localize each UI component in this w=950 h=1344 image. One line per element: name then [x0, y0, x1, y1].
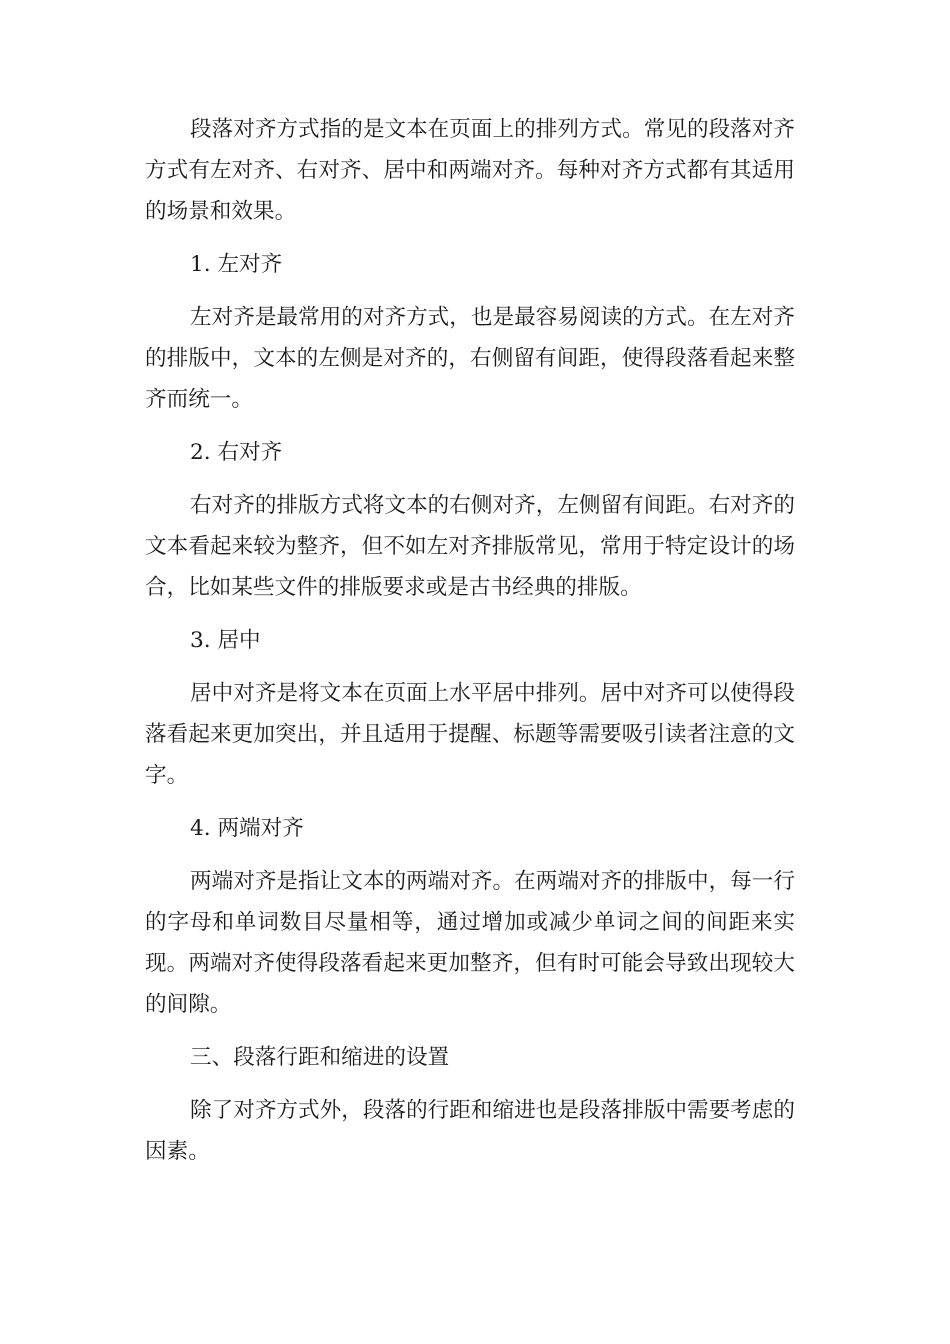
heading-center-align: 3. 居中	[190, 628, 261, 653]
paragraph-left-align: 左对齐是最常用的对齐方式，也是最容易阅读的方式。在左对齐的排版中，文本的左侧是对齐的，右侧留有间距，使得段落看起来整齐而统一。	[145, 305, 795, 412]
heading-right-align: 2. 右对齐	[190, 440, 283, 465]
heading-line-spacing-indent: 三、段落行距和缩进的设置	[190, 1045, 450, 1070]
paragraph-center-align: 居中对齐是将文本在页面上水平居中排列。居中对齐可以使得段落看起来更加突出，并且适用于提醒、标题等需要吸引读者注意的文字。	[145, 681, 795, 788]
paragraph-line-spacing-indent: 除了对齐方式外，段落的行距和缩进也是段落排版中需要考虑的因素。	[145, 1098, 795, 1164]
document-body	[145, 109, 795, 1184]
paragraph-right-align: 右对齐的排版方式将文本的右侧对齐，左侧留有间距。右对齐的文本看起来较为整齐，但不如左对齐排版常见，常用于特定设计的场合，比如某些文件的排版要求或是古书经典的排版。	[145, 493, 795, 600]
heading-left-align: 1. 左对齐	[190, 252, 283, 277]
heading-justify-align: 4. 两端对齐	[190, 816, 304, 841]
intro-paragraph: 段落对齐方式指的是文本在页面上的排列方式。常见的段落对齐方式有左对齐、右对齐、居中和两端对齐。每种对齐方式都有其适用的场景和效果。	[145, 117, 795, 224]
paragraph-justify-align: 两端对齐是指让文本的两端对齐。在两端对齐的排版中，每一行的字母和单词数目尽量相等，通过增加或减少单词之间的间距来实现。两端对齐使得段落看起来更加整齐，但有时可能会导致出现较大的间隙。	[145, 869, 795, 1017]
